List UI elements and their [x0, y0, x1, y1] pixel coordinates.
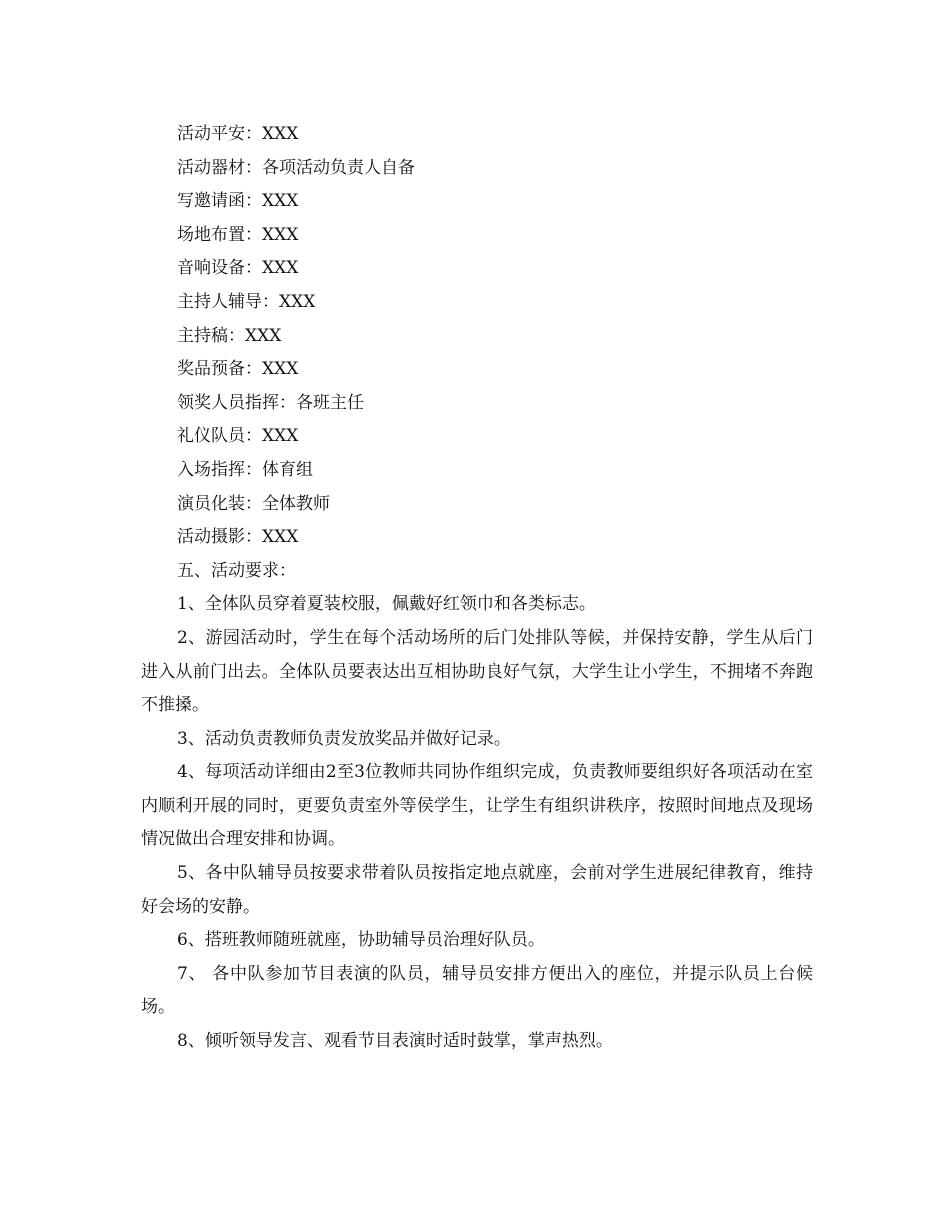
assignment-line: 场地布置：XXX [177, 224, 299, 245]
assignment-line: 领奖人员指挥：各班主任 [177, 392, 364, 413]
assignment-line: 活动器材：各项活动负责人自备 [177, 157, 415, 178]
section-heading: 五、活动要求： [177, 560, 296, 581]
requirement-paragraph: 7、 各中队参加节目表演的队员，辅导员安排方便出入的座位，并提示队员上台候场。 [141, 963, 813, 1018]
requirement-paragraph: 1、全体队员穿着夏装校服，佩戴好红领巾和各类标志。 [177, 594, 596, 615]
assignment-line: 入场指挥：体育组 [177, 459, 313, 480]
assignment-line: 音响设备：XXX [177, 258, 299, 279]
assignment-line: 主持稿：XXX [177, 325, 282, 346]
assignment-line: 礼仪队员：XXX [177, 426, 299, 447]
document-body [141, 118, 813, 1059]
assignment-line: 活动平安：XXX [177, 124, 299, 144]
assignment-line: 主持人辅导：XXX [177, 291, 316, 312]
assignment-line: 活动摄影：XXX [177, 527, 299, 548]
requirement-paragraph: 8、倾听领导发言、观看节目表演时适时鼓掌，掌声热烈。 [177, 1031, 613, 1052]
requirement-paragraph: 4、每项活动详细由2至3位教师共同协作组织完成，负责教师要组织好各项活动在室内顺利开展的同时，更要负责室外等侯学生，让学生有组织讲秩序，按照时间地点及现场情况做出合理安排和协调。 [141, 762, 813, 850]
requirement-paragraph: 5、各中队辅导员按要求带着队员按指定地点就座，会前对学生进展纪律教育，维持好会场的安静。 [141, 863, 813, 917]
requirement-paragraph: 2、游园活动时，学生在每个活动场所的后门处排队等候，并保持安静，学生从后门进入从前门出去。全体队员要表达出互相协助良好气氛，大学生让小学生，不拥堵不奔跑不推搡。 [141, 627, 813, 716]
assignment-line: 演员化装：全体教师 [177, 493, 330, 514]
requirement-paragraph: 3、活动负责教师负责发放奖品并做好记录。 [177, 728, 511, 749]
assignment-line: 奖品预备：XXX [177, 359, 299, 380]
requirement-paragraph: 6、搭班教师随班就座，协助辅导员治理好队员。 [177, 930, 545, 951]
assignment-line: 写邀请函：XXX [177, 191, 299, 212]
